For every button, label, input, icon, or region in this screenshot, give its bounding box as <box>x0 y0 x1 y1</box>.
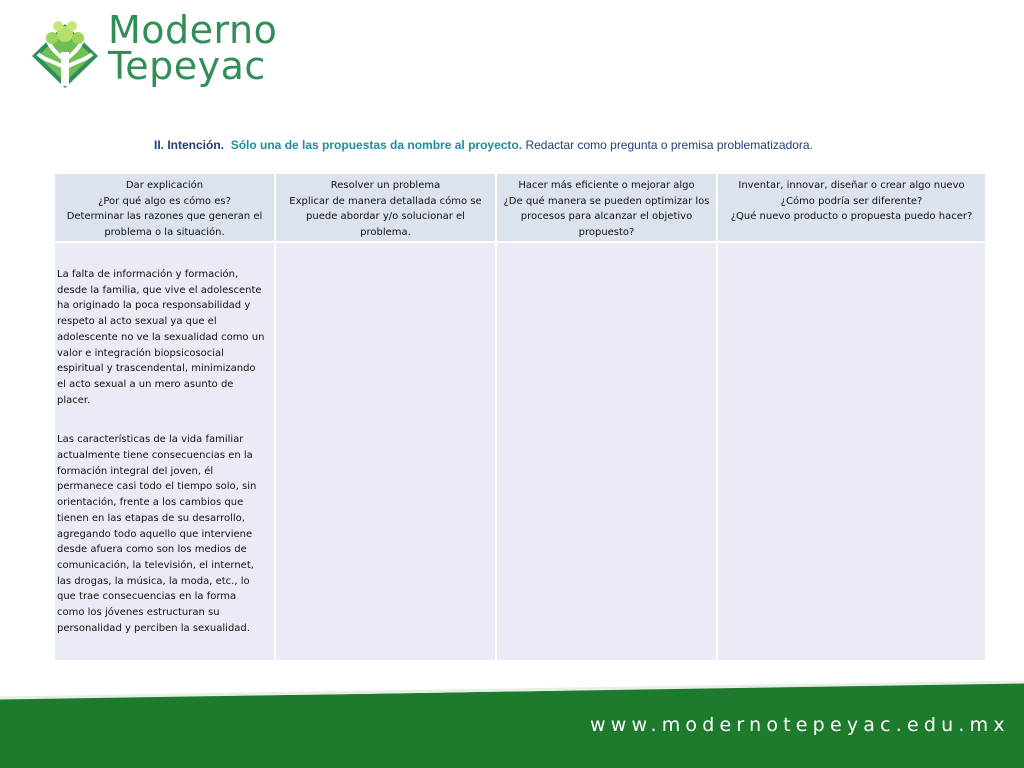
tree-icon <box>28 16 102 94</box>
section-heading <box>154 138 994 152</box>
header-title: Resolver un problema <box>330 180 441 191</box>
logo-wordmark <box>108 8 278 88</box>
header-cell-innovate <box>718 174 985 241</box>
header-cell-explain <box>55 174 274 241</box>
header-detail: Determinar las razones que generan el problema o la situación. <box>66 211 263 238</box>
body-cell-solve[interactable] <box>276 243 495 660</box>
body-cell-explain[interactable] <box>55 243 274 660</box>
header-question: ¿De qué manera se pueden optimizar los procesos para alcanzar el objetivo propuesto? <box>503 195 710 238</box>
heading-label: II. Intención. <box>154 138 225 152</box>
header-cell-solve <box>276 174 495 241</box>
header-title: Dar explicación <box>125 180 204 191</box>
header-question: ¿Cómo podría ser diferente? <box>780 195 923 207</box>
header-detail: ¿Qué nuevo producto o propuesta puedo hacer? <box>730 211 973 222</box>
heading-instruction: Redactar como pregunta o premisa problematizadora. <box>525 138 813 152</box>
logo-line-2: Tepeyac <box>108 44 266 88</box>
table-body-row <box>55 243 985 660</box>
table-header-row <box>55 174 985 241</box>
website-url[interactable]: www.modernotepeyac.edu.mx <box>590 714 1010 736</box>
header-question: ¿Por qué algo es cómo es? <box>98 195 231 207</box>
cell-paragraph: Las características de la vida familiar actualmente tiene consecuencias en la formación integral del joven, él permanece casi todo el tiempo solo, sin orientación, frente a los cambios que tienen en las etapas de su desarrollo, agregando todo aquello que interviene desde afuera como son los medios de comunicación, la televisión, el internet, las drogas, la música, la moda, etc., lo que trae consecuencias en la forma como los jóvenes estructuran su personalidad y perciben la sexualidad. <box>57 434 257 634</box>
heading-emphasis: Sólo una de las propuestas da nombre al proyecto. <box>230 138 523 152</box>
header-title: Hacer más eficiente o mejorar algo <box>518 180 695 191</box>
intention-table <box>53 172 987 662</box>
school-logo <box>28 8 318 94</box>
body-cell-innovate[interactable] <box>718 243 985 660</box>
body-cell-improve[interactable] <box>497 243 716 660</box>
cell-paragraph: La falta de información y formación, desde la familia, que vive el adolescente ha originado la poca responsabilidad y respeto al acto sexual ya que el adolescente no ve la sexualidad como un valor e integración biopsicosocial espiritual y trascendental, minimizando el acto sexual a un mero asunto de placer. <box>57 269 265 406</box>
logo-line-1: Moderno <box>108 8 278 52</box>
header-title: Inventar, innovar, diseñar o crear algo nuevo <box>738 180 965 191</box>
header-question: Explicar de manera detallada cómo se puede abordar y/o solucionar el problema. <box>289 195 482 238</box>
header-cell-improve <box>497 174 716 241</box>
